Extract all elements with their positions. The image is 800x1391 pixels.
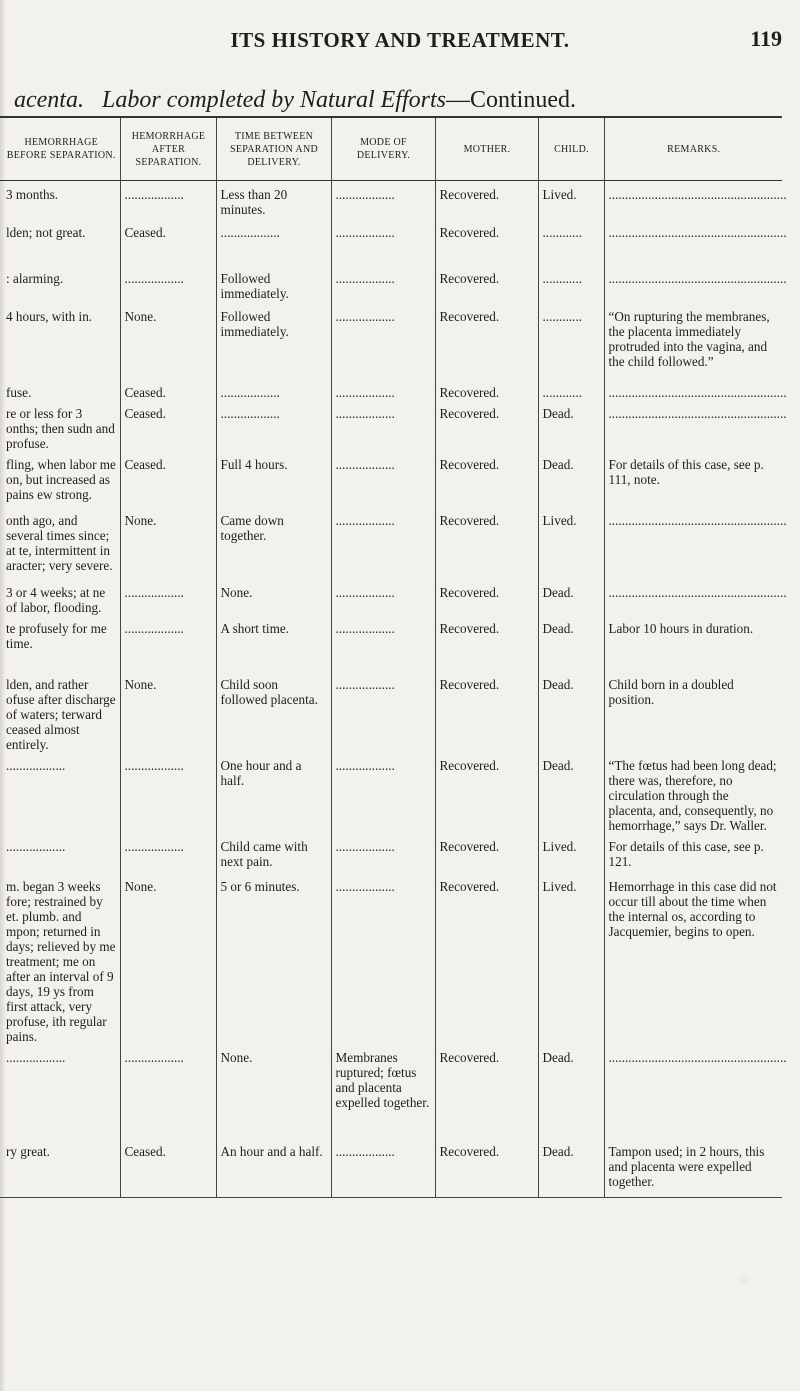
column-header: REMARKS. bbox=[604, 117, 782, 181]
table-cell: Lived. bbox=[538, 873, 604, 1044]
table-cell: Child soon followed placenta. bbox=[216, 671, 331, 752]
table-cell: Came down together. bbox=[216, 507, 331, 579]
column-header: TIME BETWEEN SEPARATION AND DELIVERY. bbox=[216, 117, 331, 181]
table-cell: : alarming. bbox=[6, 270, 64, 286]
table-cell: .................. bbox=[120, 615, 216, 671]
table-cell: One hour and a half. bbox=[216, 752, 331, 833]
table-cell: .................. bbox=[216, 219, 331, 265]
table-cell: Tampon used; in 2 hours, this and placenta were expelled together. bbox=[604, 1138, 782, 1198]
table-row bbox=[0, 615, 782, 671]
table-cell: Recovered. bbox=[435, 303, 538, 379]
table-header-row bbox=[0, 117, 782, 181]
caption-continued: —Continued. bbox=[445, 87, 576, 113]
table-row bbox=[0, 451, 782, 507]
table-cell: ...................................................... bbox=[604, 507, 782, 579]
table-cell: Dead. bbox=[538, 752, 604, 833]
table-cell: Recovered. bbox=[435, 873, 538, 1044]
table-cell: None. bbox=[120, 303, 216, 379]
table-cell: lden, and rather ofuse after discharge of waters; terward ceased almost entirely. bbox=[6, 676, 116, 752]
table-cell: fling, when labor me on, but increased as pains ew strong. bbox=[6, 456, 116, 502]
table-cell: Recovered. bbox=[435, 1138, 538, 1198]
table-cell: .................. bbox=[331, 615, 435, 671]
table-cell: An hour and a half. bbox=[216, 1138, 331, 1198]
table-cell: Dead. bbox=[538, 400, 604, 451]
table-cell: Recovered. bbox=[435, 752, 538, 833]
table-cell: Recovered. bbox=[435, 615, 538, 671]
table-cell: Dead. bbox=[538, 671, 604, 752]
table-cell: Ceased. bbox=[120, 400, 216, 451]
column-header: HEMORRHAGE AFTER SEPARATION. bbox=[120, 117, 216, 181]
page-header bbox=[0, 0, 800, 50]
table-cell: Recovered. bbox=[435, 507, 538, 579]
table-cell: onth ago, and several times since; at te, intermittent in aracter; very severe. bbox=[6, 512, 113, 573]
caption-lead: acenta. bbox=[14, 87, 84, 113]
table-cell: Recovered. bbox=[435, 181, 538, 219]
running-title: ITS HISTORY AND TREATMENT. bbox=[230, 28, 570, 52]
table-cell: For details of this case, see p. 111, note. bbox=[604, 451, 782, 507]
table-cell: Recovered. bbox=[435, 833, 538, 873]
table-cell: Lived. bbox=[538, 507, 604, 579]
table-row bbox=[0, 671, 782, 752]
table-cell: .................. bbox=[120, 833, 216, 873]
table-row bbox=[0, 752, 782, 833]
table-row bbox=[0, 219, 782, 265]
table-cell: 3 or 4 weeks; at ne of labor, flooding. bbox=[6, 584, 106, 615]
table-cell: ...................................................... bbox=[604, 400, 782, 451]
table-cell: Recovered. bbox=[435, 451, 538, 507]
column-header: MODE OF DELIVERY. bbox=[331, 117, 435, 181]
table-cell: A short time. bbox=[216, 615, 331, 671]
table-row bbox=[0, 507, 782, 579]
column-header: MOTHER. bbox=[435, 117, 538, 181]
table-cell: .................. bbox=[331, 181, 435, 219]
table-cell: Dead. bbox=[538, 451, 604, 507]
column-header: CHILD. bbox=[538, 117, 604, 181]
cases-table bbox=[0, 116, 787, 1198]
table-cell: Recovered. bbox=[435, 265, 538, 303]
table-cell: Lived. bbox=[538, 181, 604, 219]
table-cell: Lived. bbox=[538, 833, 604, 873]
table-cell: Ceased. bbox=[120, 379, 216, 400]
table-cell: Followed immediately. bbox=[216, 265, 331, 303]
table-cell: None. bbox=[120, 873, 216, 1044]
table-cell: te profusely for me time. bbox=[6, 620, 107, 651]
table-cell: Followed immediately. bbox=[216, 303, 331, 379]
table-cell: ............ bbox=[538, 219, 604, 265]
faint-stamp-mark: ◌ bbox=[738, 1270, 749, 1287]
table-row bbox=[0, 1044, 782, 1138]
table-cell: Dead. bbox=[538, 1044, 604, 1138]
table-cell: Recovered. bbox=[435, 219, 538, 265]
table-cell: .................. bbox=[6, 757, 66, 773]
table-cell: ...................................................... bbox=[604, 219, 782, 265]
table-cell: Ceased. bbox=[120, 1138, 216, 1198]
table-cell: .................. bbox=[331, 579, 435, 615]
table-cell: .................. bbox=[331, 873, 435, 1044]
table-cell: Recovered. bbox=[435, 671, 538, 752]
table-body bbox=[0, 181, 787, 1198]
table-row bbox=[0, 873, 782, 1044]
table-caption bbox=[14, 87, 576, 114]
table-cell: Recovered. bbox=[435, 379, 538, 400]
table-cell: lden; not great. bbox=[6, 224, 86, 240]
table-cell: “The fœtus had been long dead; there was, therefore, no circulation through the placenta, and, consequently, no hemorrhage,” says Dr. Waller. bbox=[604, 752, 782, 833]
table-cell: None. bbox=[216, 579, 331, 615]
table-cell: .................. bbox=[120, 579, 216, 615]
table-cell: .................. bbox=[6, 1049, 66, 1065]
table-cell: 3 months. bbox=[6, 187, 59, 202]
table-cell: fuse. bbox=[6, 384, 32, 400]
table-cell: ...................................................... bbox=[604, 379, 782, 400]
table-cell: .................. bbox=[120, 265, 216, 303]
table-cell: Child born in a doubled position. bbox=[604, 671, 782, 752]
table-cell: “On rupturing the membranes, the placenta immediately protruded into the vagina, and the child followed.” bbox=[604, 303, 782, 379]
table-cell: .................. bbox=[216, 400, 331, 451]
table-cell: None. bbox=[216, 1044, 331, 1138]
page-number: 119 bbox=[750, 26, 782, 51]
table-row bbox=[0, 303, 782, 379]
table-cell: Ceased. bbox=[120, 219, 216, 265]
table-cell: .................. bbox=[120, 181, 216, 219]
table-cell: Hemorrhage in this case did not occur till about the time when the internal os, according to Jacquemier, begins to open. bbox=[604, 873, 782, 1044]
table-cell: ...................................................... bbox=[604, 181, 782, 219]
table-cell: Child came with next pain. bbox=[216, 833, 331, 873]
table-cell: Membranes ruptured; fœtus and placenta expelled together. bbox=[331, 1044, 435, 1138]
table-row bbox=[0, 1138, 782, 1198]
table-cell: 5 or 6 minutes. bbox=[216, 873, 331, 1044]
table-cell: .................. bbox=[331, 451, 435, 507]
table-cell: Dead. bbox=[538, 615, 604, 671]
table-cell: Labor 10 hours in duration. bbox=[604, 615, 782, 671]
table-cell: ry great. bbox=[0, 1138, 120, 1198]
table-cell: .................. bbox=[331, 219, 435, 265]
table-cell: None. bbox=[120, 671, 216, 752]
table-cell: .................. bbox=[120, 1044, 216, 1138]
column-header: HEMORRHAGE BEFORE SEPARATION. bbox=[0, 117, 120, 181]
table-row bbox=[0, 833, 782, 873]
table-cell: .................. bbox=[331, 833, 435, 873]
table-cell: ............ bbox=[538, 379, 604, 400]
caption-title: Labor completed by Natural Efforts bbox=[101, 87, 446, 113]
table-cell: ...................................................... bbox=[604, 265, 782, 303]
table-cell: Full 4 hours. bbox=[216, 451, 331, 507]
table-cell: ...................................................... bbox=[604, 579, 782, 615]
table-cell: ...................................................... bbox=[604, 1044, 782, 1138]
table-row bbox=[0, 379, 782, 400]
table-cell: .................. bbox=[331, 1138, 435, 1198]
table-cell: Ceased. bbox=[120, 451, 216, 507]
table-cell: ............ bbox=[538, 265, 604, 303]
table-cell: Less than 20 minutes. bbox=[216, 181, 331, 219]
table-cell: .................. bbox=[331, 752, 435, 833]
table-cell: Recovered. bbox=[435, 400, 538, 451]
table-cell: ............ bbox=[538, 303, 604, 379]
table-row bbox=[0, 579, 782, 615]
table-cell: .................. bbox=[216, 379, 331, 400]
table-cell: Dead. bbox=[538, 579, 604, 615]
table-cell: .................. bbox=[120, 752, 216, 833]
table-cell: None. bbox=[120, 507, 216, 579]
table-cell: .................. bbox=[331, 507, 435, 579]
table-cell: .................. bbox=[331, 671, 435, 752]
table-cell: Dead. bbox=[538, 1138, 604, 1198]
table-cell: m. began 3 weeks fore; restrained by et. plumb. and mpon; returned in days; relieved by me treatment; me on after an interval of 9 days, 19 ys from first attack, very profuse, ith regular pains. bbox=[6, 878, 116, 1044]
table-cell: re or less for 3 onths; then sudn and profuse. bbox=[6, 405, 115, 451]
table-row bbox=[0, 400, 782, 451]
table-row bbox=[0, 181, 782, 219]
table-cell: .................. bbox=[331, 379, 435, 400]
table-cell: .................. bbox=[331, 400, 435, 451]
table-cell: .................. bbox=[331, 303, 435, 379]
table-cell: .................. bbox=[331, 265, 435, 303]
table-cell: Recovered. bbox=[435, 579, 538, 615]
table-row bbox=[0, 265, 782, 303]
table-cell: 4 hours, with in. bbox=[6, 308, 93, 324]
table-cell: For details of this case, see p. 121. bbox=[604, 833, 782, 873]
table-cell: .................. bbox=[6, 838, 66, 854]
table-cell: Recovered. bbox=[435, 1044, 538, 1138]
